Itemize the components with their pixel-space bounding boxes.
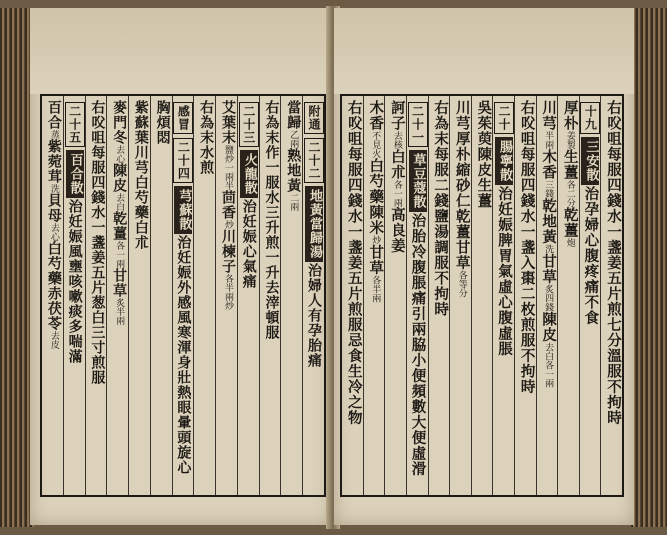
dosage-note: 乙兩 [288, 130, 299, 148]
left-page-column [150, 96, 172, 495]
right-page-column [342, 96, 363, 495]
left-page-column [85, 96, 107, 495]
dosage-note: 各半兩炒 [222, 274, 233, 310]
dosage-note: 姜製 [564, 131, 575, 149]
column-text: 茴香 [219, 190, 236, 220]
column-text: 紫蘇葉 [132, 100, 149, 145]
column-text: 甘草 [367, 244, 385, 276]
column-text: 高良姜 [388, 207, 406, 254]
column-text: 右㕮咀每服四錢水一盞姜五片葱白三寸煎服 [89, 100, 106, 385]
column-text: 白芍藥 [132, 175, 149, 220]
dosage-note: 各半兩 [370, 275, 381, 303]
column-text: 治孕婦心腹疼痛不食 [582, 186, 600, 326]
recipe-title: 腸寧散 [495, 137, 513, 185]
column-text: 厚朴 [453, 131, 471, 162]
recipe-title: 三安散 [581, 137, 599, 185]
column-text: 右㕮咀每服四錢水一盞入棗二枚煎服不拘時 [518, 100, 536, 395]
left-page-column [193, 96, 215, 495]
dosage-note: 去核 [391, 131, 402, 149]
column-text: 乾薑 [561, 207, 579, 238]
left-page-column [63, 96, 85, 495]
right-page-column [492, 96, 514, 495]
column-text: 一服水三升煎一升去滓頓服 [263, 160, 280, 340]
left-page-column [172, 96, 194, 495]
column-text: 川芎 [132, 145, 149, 175]
right-page-column [363, 96, 385, 495]
recipe-number: 二十 [494, 102, 514, 134]
recipe-title: 火龍散 [240, 150, 258, 198]
right-text-frame [340, 94, 624, 497]
recipe-number: 二十一 [408, 102, 428, 147]
column-text: 右㕮咀每服四錢水一盞姜五片煎七分溫服不拘時 [605, 100, 622, 426]
right-page-column [600, 96, 622, 495]
dosage-note: 炙半兩 [114, 298, 125, 325]
dosage-note: 二兩 [288, 193, 299, 211]
dosage-note: 炒 [222, 220, 233, 229]
column-text: 右為末水煎 [198, 100, 215, 175]
left-page [30, 8, 332, 525]
right-page-column [449, 96, 471, 495]
left-text-frame [40, 94, 326, 497]
dosage-note: 去心 [114, 145, 125, 163]
column-text: 白芍藥 [367, 158, 385, 205]
left-page-column [280, 96, 302, 495]
column-text: 治胎冷腹脹痛引兩脇小便頻數大便虛滑 [409, 213, 427, 477]
column-text: 陳皮 [111, 163, 128, 193]
recipe-title: 草豆蔻散 [409, 150, 427, 212]
dosage-note: 半兩 [543, 131, 554, 149]
column-text: 乾薑 [453, 208, 471, 240]
left-page-column [302, 96, 324, 495]
right-page [334, 8, 634, 525]
column-text: 治妊娠心氣痛 [240, 199, 257, 289]
right-page-column [471, 96, 493, 495]
dosage-note: 炮 [564, 238, 575, 247]
page-stack-right [631, 8, 667, 527]
page-stack-left [0, 8, 34, 527]
column-text: 艾葉末 [219, 100, 236, 145]
column-text: 治婦人有孕胎痛 [306, 263, 322, 368]
recipe-title: 百合散 [66, 150, 84, 198]
dosage-note: 三錢 [543, 180, 554, 198]
left-page-column [128, 96, 150, 495]
dosage-note: 蒸 [48, 130, 59, 139]
column-text: 陳米 [367, 204, 385, 236]
right-page-column [406, 96, 428, 495]
right-page-column [514, 96, 536, 495]
recipe-number: 附通 [304, 102, 324, 134]
left-page-column [259, 96, 281, 495]
column-text: 胸煩悶 [154, 100, 171, 145]
dosage-note: 去白各一兩 [543, 342, 554, 388]
column-text: 紫菀茸 [45, 139, 62, 184]
column-text: 甘草 [540, 253, 558, 285]
column-text: 陳皮 [540, 311, 558, 343]
right-page-column [384, 96, 406, 495]
column-text: 訶子 [388, 100, 406, 131]
column-text: 白朮 [132, 220, 149, 250]
recipe-number: 二十二 [304, 138, 324, 183]
left-page-column [215, 96, 237, 495]
right-page-column [536, 96, 558, 495]
right-columns [342, 96, 622, 495]
column-text: 川楝子 [219, 229, 236, 274]
top-margin [30, 8, 332, 94]
dosage-note: 炙四錢 [543, 284, 554, 312]
column-text: 當歸 [285, 100, 302, 130]
column-text: 治妊娠外感風寒渾身壯熱眼暈頭旋心 [175, 235, 192, 475]
dosage-note: 不見火 [370, 131, 381, 158]
column-text: 治妊娠脾胃氣虛心腹虛脹 [495, 186, 513, 357]
dosage-note: 去皮 [48, 331, 59, 349]
dosage-note: 洗 [543, 244, 554, 254]
column-text: 治妊娠風壅咳嗽痰多喘滿 [66, 199, 83, 364]
column-text: 乾薑 [111, 211, 128, 241]
recipe-number: 二十五 [65, 102, 85, 147]
column-text: 右為末作 [263, 100, 280, 160]
dosage-note: 各一兩 [114, 241, 125, 268]
column-text: 麥門冬 [111, 100, 128, 145]
column-text: 貝母 [45, 193, 62, 223]
dosage-note: 各二分 [564, 180, 575, 207]
left-page-column [106, 96, 128, 495]
column-text: 吳茱萸 [475, 100, 493, 147]
recipe-number: 二十四 [173, 138, 193, 183]
column-text: 生薑 [475, 177, 493, 209]
right-page-column [428, 96, 450, 495]
left-page-column [237, 96, 259, 495]
recipe-number: 二十三 [239, 102, 259, 147]
column-text: 熟地黃 [285, 148, 302, 193]
column-text: 右㕮咀每服四錢水一盞姜五片煎服忌食生冷之物 [345, 100, 363, 426]
recipe-title: 地黃當歸湯 [305, 186, 323, 262]
column-text: 甘草 [453, 239, 471, 271]
column-text: 乾地黃 [540, 198, 558, 245]
top-margin [334, 8, 634, 94]
dosage-note: 鹽炒一兩半 [222, 145, 233, 190]
column-text: 縮砂仁 [453, 162, 471, 209]
column-text: 赤茯苓 [45, 286, 62, 331]
recipe-title: 芎蘇散 [174, 186, 192, 234]
recipe-number: 感冒 [173, 102, 193, 134]
column-text: 陳皮 [475, 146, 493, 178]
dosage-note: 洗 [48, 184, 59, 193]
dosage-note: 炒 [370, 235, 381, 245]
dosage-note: 去白 [114, 193, 125, 211]
right-page-column [557, 96, 579, 495]
recipe-number: 十九 [580, 102, 600, 134]
dosage-note: 去心 [48, 223, 59, 241]
column-text: 厚朴 [561, 100, 579, 131]
left-columns [42, 96, 324, 495]
dosage-note: 各等分 [456, 270, 467, 298]
column-text: 白芍藥 [45, 241, 62, 286]
column-text: 右為末每服二錢鹽湯調服不拘時 [432, 100, 450, 317]
column-text: 百合 [45, 100, 62, 130]
left-page-column [42, 96, 63, 495]
right-page-column [579, 96, 601, 495]
column-text: 川芎 [540, 100, 558, 131]
column-text: 生薑 [561, 149, 579, 180]
column-text: 木香 [540, 149, 558, 180]
column-text: 川芎 [453, 100, 471, 131]
column-text: 甘草 [111, 268, 128, 298]
column-text: 木香 [367, 100, 385, 131]
column-text: 白朮 [388, 149, 406, 180]
dosage-note: 各一兩 [391, 180, 402, 207]
